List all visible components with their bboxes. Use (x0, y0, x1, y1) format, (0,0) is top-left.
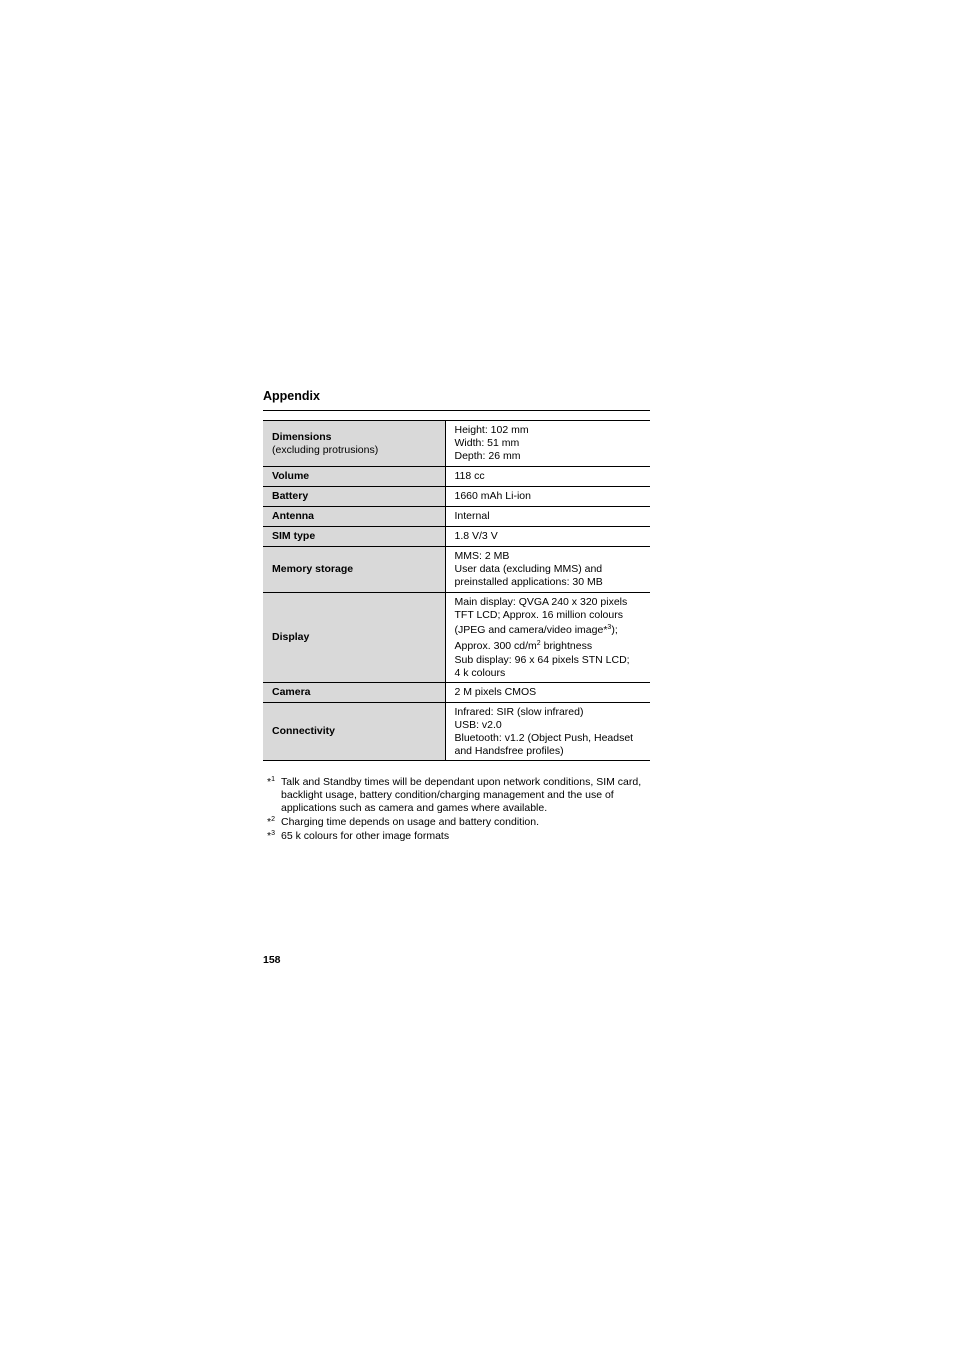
spec-label-cell (263, 703, 445, 761)
spec-value-cell (445, 467, 650, 487)
spec-value: 4 k colours (454, 666, 506, 679)
spec-value: 1660 mAh Li-ion (454, 490, 531, 502)
footnote (263, 776, 650, 815)
superscript: 2 (536, 639, 541, 647)
footnote-marker (263, 776, 281, 815)
spec-value-cell (445, 487, 650, 507)
footnotes (263, 776, 650, 844)
table-row (263, 487, 650, 507)
table-row (263, 683, 650, 703)
spec-value-cell (445, 593, 650, 683)
spec-value: 2 M pixels CMOS (454, 686, 537, 698)
spec-value-cell (445, 683, 650, 703)
spec-value: Internal (454, 510, 490, 522)
footnote-text: Talk and Standby times will be dependant upon network conditions, SIM card, backlight usage, battery condition/charging management and the use of applications such as camera and games where available. (281, 776, 642, 814)
spec-value: USB: v2.0 (454, 718, 502, 731)
spec-label-cell (263, 593, 445, 683)
spec-value: and Handsfree profiles) (454, 744, 564, 757)
footnote-ref-mark: * (603, 623, 608, 636)
table-row (263, 703, 650, 761)
spec-value-cell (445, 547, 650, 593)
spec-value: Sub display: 96 x 64 pixels STN LCD; (454, 653, 630, 666)
table-row (263, 593, 650, 683)
spec-value-text: ); (611, 623, 618, 636)
table-row (263, 467, 650, 487)
spec-label: Display (272, 631, 310, 643)
spec-value: MMS: 2 MB (454, 550, 510, 562)
footnote (263, 816, 650, 829)
footnote-ref: 3 (607, 623, 612, 631)
spec-value: Height: 102 mm (454, 424, 529, 436)
spec-label-cell (263, 467, 445, 487)
spec-table (263, 420, 650, 761)
spec-value: Depth: 26 mm (454, 450, 521, 462)
table-row (263, 547, 650, 593)
spec-label: Dimensions (272, 430, 332, 443)
spec-value: TFT LCD; Approx. 16 million colours (454, 608, 623, 621)
footnote-asterisk: * (267, 776, 272, 788)
spec-value: preinstalled applications: 30 MB (454, 576, 603, 588)
spec-label-cell (263, 487, 445, 507)
spec-label-cell (263, 683, 445, 703)
spec-label-cell (263, 507, 445, 527)
spec-label: Connectivity (272, 725, 336, 737)
spec-value-cell (445, 703, 650, 761)
footnote-number: 2 (271, 816, 275, 823)
spec-label: Battery (272, 490, 309, 502)
spec-value: Bluetooth: v1.2 (Object Push, Headset (454, 731, 634, 744)
page-title: Appendix (263, 389, 320, 403)
spec-value: Main display: QVGA 240 x 320 pixels (454, 595, 628, 608)
spec-label: Camera (272, 686, 311, 698)
page-number: 158 (263, 954, 281, 966)
spec-value-cell (445, 527, 650, 547)
footnote-number: 1 (271, 776, 275, 783)
spec-label: Antenna (272, 510, 314, 522)
spec-value-cell (445, 507, 650, 527)
spec-value: Width: 51 mm (454, 437, 520, 449)
table-row (263, 421, 650, 467)
table-row (263, 507, 650, 527)
spec-value: 1.8 V/3 V (454, 530, 498, 542)
footnote-asterisk: * (267, 830, 272, 842)
spec-label-cell (263, 527, 445, 547)
spec-value-text: Approx. 300 cd/m (454, 639, 537, 652)
spec-label: Volume (272, 470, 310, 482)
footnote-text: Charging time depends on usage and battery condition. (281, 816, 540, 828)
spec-value: User data (excluding MMS) and (454, 563, 603, 575)
spec-sublabel: (excluding protrusions) (272, 443, 379, 456)
footnote-asterisk: * (267, 816, 272, 828)
footnote-marker (263, 816, 281, 829)
title-rule (263, 410, 650, 411)
spec-value: Infrared: SIR (slow infrared) (454, 705, 584, 718)
spec-value-text: brightness (540, 639, 593, 652)
spec-value-cell (445, 421, 650, 467)
spec-value: 118 cc (454, 470, 485, 482)
spec-value (455, 638, 645, 654)
table-row (263, 527, 650, 547)
spec-label: SIM type (272, 530, 316, 542)
footnote-number: 3 (271, 830, 275, 837)
spec-value-text: (JPEG and camera/video image (454, 623, 604, 636)
footnote-marker (263, 830, 281, 843)
spec-value (455, 622, 645, 638)
spec-label-cell (263, 547, 445, 593)
spec-label-cell (263, 421, 445, 467)
spec-label: Memory storage (272, 563, 354, 575)
footnote (263, 830, 650, 843)
footnote-text: 65 k colours for other image formats (281, 830, 450, 842)
